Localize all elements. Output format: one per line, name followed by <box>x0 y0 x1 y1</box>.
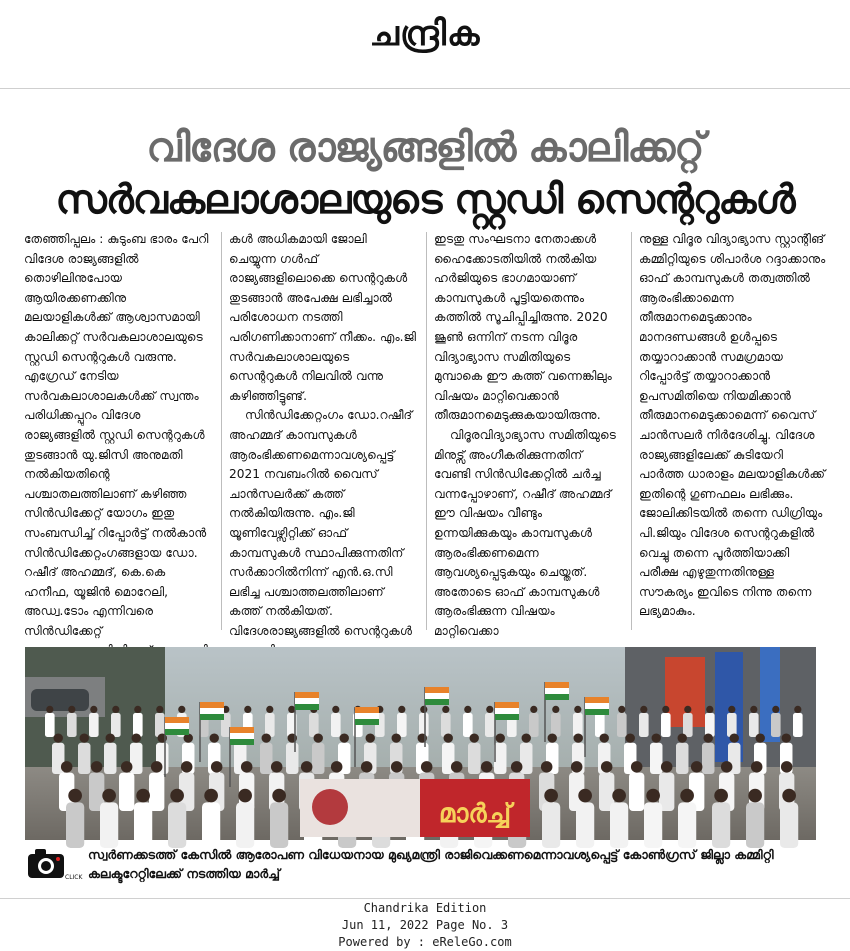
column-divider <box>426 232 427 630</box>
headline-line-2: സർവകലാശാലയുടെ സ്റ്റഡി സെന്ററുകൾ <box>55 177 795 223</box>
news-photo <box>25 647 816 840</box>
article-column-4 <box>639 230 827 630</box>
article-paragraph: സിൻഡിക്കേറ്റംഗം ഡോ.റഷീദ് അഹമ്മദ് കാമ്പസുകൾ ആരംഭിക്കണമെന്നാവശ്യപ്പെട്ട് 2021 നവബംറിൽ വൈസ് ചാൻസലർക്ക് കത്ത് നൽകിയിരുന്നു. എം.ജി യൂണിവേഴ്സിറ്റിക്ക് ഓഫ് കാമ്പസുകൾ സ്ഥാപിക്കുന്നതിന് സർക്കാറിൽനിന്ന് എൻ.ഒ.സി ലഭിച്ച പശ്ചാത്തലത്തിലാണ് കത്ത് നൽകിയത്. വിദേശരാജ്യങ്ങളിൽ സെന്ററുകൾ <box>229 408 413 638</box>
column-divider <box>631 232 632 630</box>
footer-edition: Chandrika Edition <box>363 901 487 915</box>
article-column-3 <box>434 230 622 638</box>
masthead-logo: ചന്ദ്രിക <box>369 14 481 54</box>
article-paragraph: തേഞ്ഞിപ്പലം : കുടുംബ ഭാരം പേറി വിദേശ രാജ്യങ്ങളിൽ തൊഴിലിനുപോയ ആയിരക്കണക്കിനു മലയാളികൾക്ക് ആശ്വാസമായി കാലിക്കറ്റ് സർവകലാശാലയുടെ സ്റ്റഡി സെന്ററുകൾ വരുന്നു. എഗ്രേഡ് നേടിയ സർവകലാശാലകൾക്ക് സ്വന്തം പരിധിക്കപ്പുറം വിദേശ രാജ്യങ്ങളിൽ സ്റ്റഡി സെന്ററുകൾ തുടങ്ങാൻ യു.ജിസി അനുമതി നൽകിയതിന്റെ പശ്ചാതലത്തിലാണ് കഴിഞ്ഞ സിൻഡിക്കേറ്റ് യോഗം ഇതു സംബന്ധിച്ച് റിപ്പോർട്ട് നൽകാൻ സിൻഡിക്കേറ്റംഗങ്ങളായ ഡോ. റഷീദ് അഹമ്മദ്, കെ.കെ ഹനീഫ, യൂജിൻ മൊറേലി, അഡ്വ.ടോം എന്നിവരെ സിൻഡിക്കേറ്റ് <box>24 232 209 638</box>
headline-line-1: വിദേശ രാജ്യങ്ങളിൽ കാലിക്കറ്റ് <box>146 125 704 171</box>
footer-divider <box>0 898 850 899</box>
article-paragraph: നുള്ള വിദൂര വിദ്യാഭ്യാസ സ്റ്റാന്റിങ് കമ്മിറ്റിയുടെ ശിപാർശ റദ്ദാക്കാനും ഓഫ് കാമ്പസുകൾ തത്വത്തിൽ ആരംഭിക്കാമെന്ന തീരുമാനമെടുക്കാനും മാനദണ്ഡങ്ങൾ ഉൾപ്പടെ തയ്യാറാക്കാൻ സമഗ്രമായ റിപ്പോർട്ട് തയ്യാറാക്കാൻ ഉപസമിതിയെ നിയമിക്കാൻ തീരുമാനമെടുക്കാമെന്ന് വൈസ് ചാൻസലർ നിർദേശിച്ചു. വിദേശ രാജ്യങ്ങളിലേക്ക് കുടിയേറി പാർത്ത ധാരാളം മലയാളികൾക്ക് ഇതിന്റെ ഗുണഫലം ലഭിക്കും. ജോലിക്കിടയിൽ തന്നെ ഡിഗ്രിയും പി.ജിയും വിദേശ സെന്ററുകളിൽ വെച്ചു തന്നെ പൂർത്തിയാക്കി പരീക്ഷ എഴുതുന്നതിനുള്ള സൗകര്യം ഇവിടെ നിന്നു തന്നെ ലഭ്യമാകും. <box>639 232 826 619</box>
masthead <box>0 0 850 72</box>
footer-powered-by: Powered by : eReleGo.com <box>338 935 512 949</box>
article-body <box>24 230 826 638</box>
article-paragraph: കൾ അധികമായി ജോലി ചെയ്യുന്ന ഗൾഫ് രാജ്യങ്ങളിലൊക്കെ സെന്ററുകൾ തുടങ്ങാൻ അപേക്ഷ ലഭിച്ചാൽ പരിശോധന നടത്തി പരിഗണിക്കാനാണ് നീക്കം. എം.ജി സർവകലാശാലയുടെ സെന്ററുകൾ നിലവിൽ വന്നു കഴിഞ്ഞിട്ടുണ്ട്. <box>229 232 416 403</box>
photo-caption-text: സ്വർണക്കടത്ത് കേസിൽ ആരോപണ വിധേയനായ മുഖ്യമന്ത്രി രാജിവെക്കണമെന്നാവശ്യപ്പെട്ട് കോൺഗ്രസ് ജില്ലാ കമ്മിറ്റി കലക്ടറേറ്റിലേക്ക് നടത്തിയ മാർച്ച് <box>88 847 774 881</box>
article-column-1 <box>24 230 212 638</box>
camera-icon <box>26 847 83 881</box>
footer-date-page: Jun 11, 2022 Page No. 3 <box>341 918 509 932</box>
header-divider <box>0 88 850 89</box>
article-paragraph: ഇടതു സംഘടനാ നേതാക്കൾ ഹൈക്കോടതിയിൽ നൽകിയ ഹർജിയുടെ ഭാഗമായാണ് കാമ്പസുകൾ പൂട്ടിയതെന്നും കത്തിൽ സൂചിപ്പിച്ചിരുന്നു. 2020 ജൂൺ ഒന്നിന് നടന്ന വിദൂര വിദ്യാഭ്യാസ സമിതിയുടെ മുമ്പാകെ ഈ കത്ത് വന്നെങ്കിലും വിഷയം മാറ്റിവെക്കാൻ തീരുമാനമെടുക്കുകയായിരുന്നു. <box>434 232 612 423</box>
photo-caption <box>26 845 816 885</box>
article-paragraph: വിദൂരവിദ്യാഭ്യാസ സമിതിയുടെ മിനുട്സ് അംഗീകരിക്കുന്നതിന് വേണ്ടി സിൻഡിക്കേറ്റിൽ ചർച്ച വന്നപ്പോഴാണ്, റഷീദ് അഹമ്മദ് ഈ വിഷയം വീണ്ടും ഉന്നയിക്കുകയും കാമ്പസുകൾ ആരംഭിക്കണമെന്ന ആവശ്യപ്പെടുകയും ചെയ്തത്. അതോടെ ഓഫ് കാമ്പസുകൾ ആരംഭിക്കുന്ന വിഷയം മാറ്റിവെക്കാ <box>434 427 616 638</box>
banner-text: മാർച്ച് <box>438 799 512 829</box>
svg-text:CLICK: CLICK <box>65 874 83 881</box>
article-column-2 <box>229 230 417 638</box>
column-divider <box>221 232 222 630</box>
